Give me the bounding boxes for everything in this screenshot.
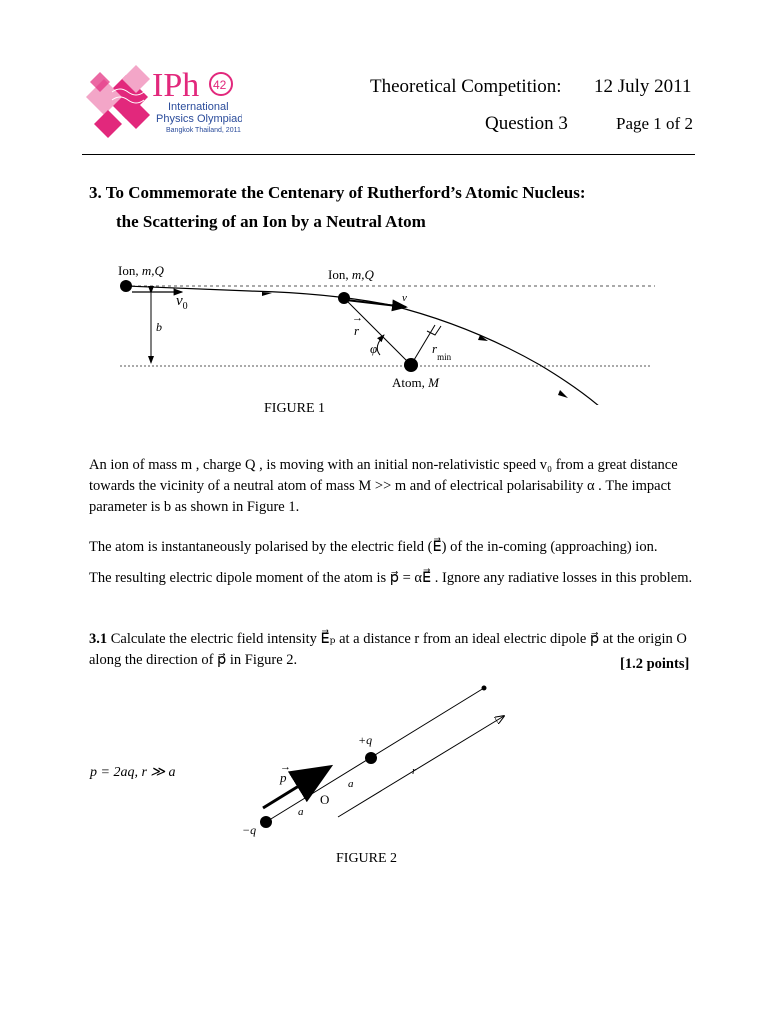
competition-date: 12 July 2011 [594, 76, 692, 97]
r-label: r [354, 323, 360, 338]
r-vector-arrow-mark: → [352, 312, 363, 324]
plus-q-label: +q [358, 733, 373, 747]
phi-label: φ [370, 341, 378, 356]
ion-initial [120, 280, 132, 292]
question-3-1-number: 3.1 [89, 631, 108, 647]
figure-1-diagram [90, 255, 670, 405]
dipole-formula: p = 2aq, r ≫ a [90, 765, 176, 780]
section-heading-line2: the Scattering of an Ion by a Neutral Atom [116, 212, 426, 231]
header-divider [82, 154, 695, 155]
r-label: r [412, 765, 417, 777]
field-point [482, 686, 487, 691]
positive-charge [365, 752, 377, 764]
logo-line3: Bangkok Thailand, 2011 [166, 127, 241, 134]
velocity-arrow [346, 300, 406, 307]
origin-label: O [320, 792, 330, 807]
paragraph-dipole-moment: The resulting electric dipole moment of the atom is p⃗ = αE⃗ . Ignore any radiative losses in this problem. [89, 570, 693, 586]
question-3-1 [89, 629, 699, 671]
logo-line2: Physics Olympiad [156, 113, 242, 125]
diamond-pattern-icon [86, 65, 150, 138]
v0-label: $v_0$ [176, 293, 188, 312]
logo-brand: IPh [152, 67, 200, 104]
figure-2-caption: FIGURE 2 [336, 851, 398, 866]
rmin-label: $r_{min}$ [432, 341, 452, 362]
a-label-lower: a [298, 806, 304, 818]
a-label-upper: a [348, 778, 354, 790]
b-label: b [156, 320, 162, 334]
r-arrow [338, 716, 504, 817]
question-number: Question 3 [485, 113, 568, 134]
question-3-1-text: Calculate the electric field intensity E⃗ₚ at a distance r from an ideal electric dipole p⃗ at the origin O along the direction of p⃗ in Figure 2. [89, 631, 687, 668]
logo-edition: 42 [213, 78, 227, 92]
v-label: v [402, 292, 407, 304]
figure-2-diagram [80, 680, 540, 850]
paragraph-problem-setup: An ion of mass m , charge Q , is moving with an initial non-relativistic speed v₀ from a great distance towards the vicinity of a neutral atom of mass M >> m and of electrical polarisability α . The impact parameter is b as shown in Figure 1. [89, 457, 678, 515]
logo-graphic [82, 52, 242, 142]
minus-q-label: −q [242, 823, 257, 837]
logo-line1: International [168, 101, 229, 113]
ion-label-left: Ion, m,Q [118, 263, 164, 278]
section-heading-line1: 3. To Commemorate the Centenary of Rutherford’s Atomic Nucleus: [89, 183, 586, 202]
figure-1-caption: FIGURE 1 [264, 401, 326, 416]
p-label: p [280, 770, 287, 785]
p-vector-arrow [263, 768, 328, 808]
competition-title: Theoretical Competition: [370, 76, 562, 97]
iphо-logo [82, 52, 242, 142]
negative-charge [260, 816, 272, 828]
page-number: Page 1 of 2 [616, 114, 693, 133]
p-label-arrow-mark: → [280, 761, 291, 773]
ion-label-mid: Ion, m,Q [328, 267, 374, 282]
atom-label: Atom, M [392, 375, 439, 390]
question-3-1-points: [1.2 points] [620, 656, 690, 672]
paragraph-polarisation: The atom is instantaneously polarised by the electric field (E⃗) of the in-coming (approaching) ion. [89, 539, 658, 555]
phi-arc [377, 335, 384, 355]
